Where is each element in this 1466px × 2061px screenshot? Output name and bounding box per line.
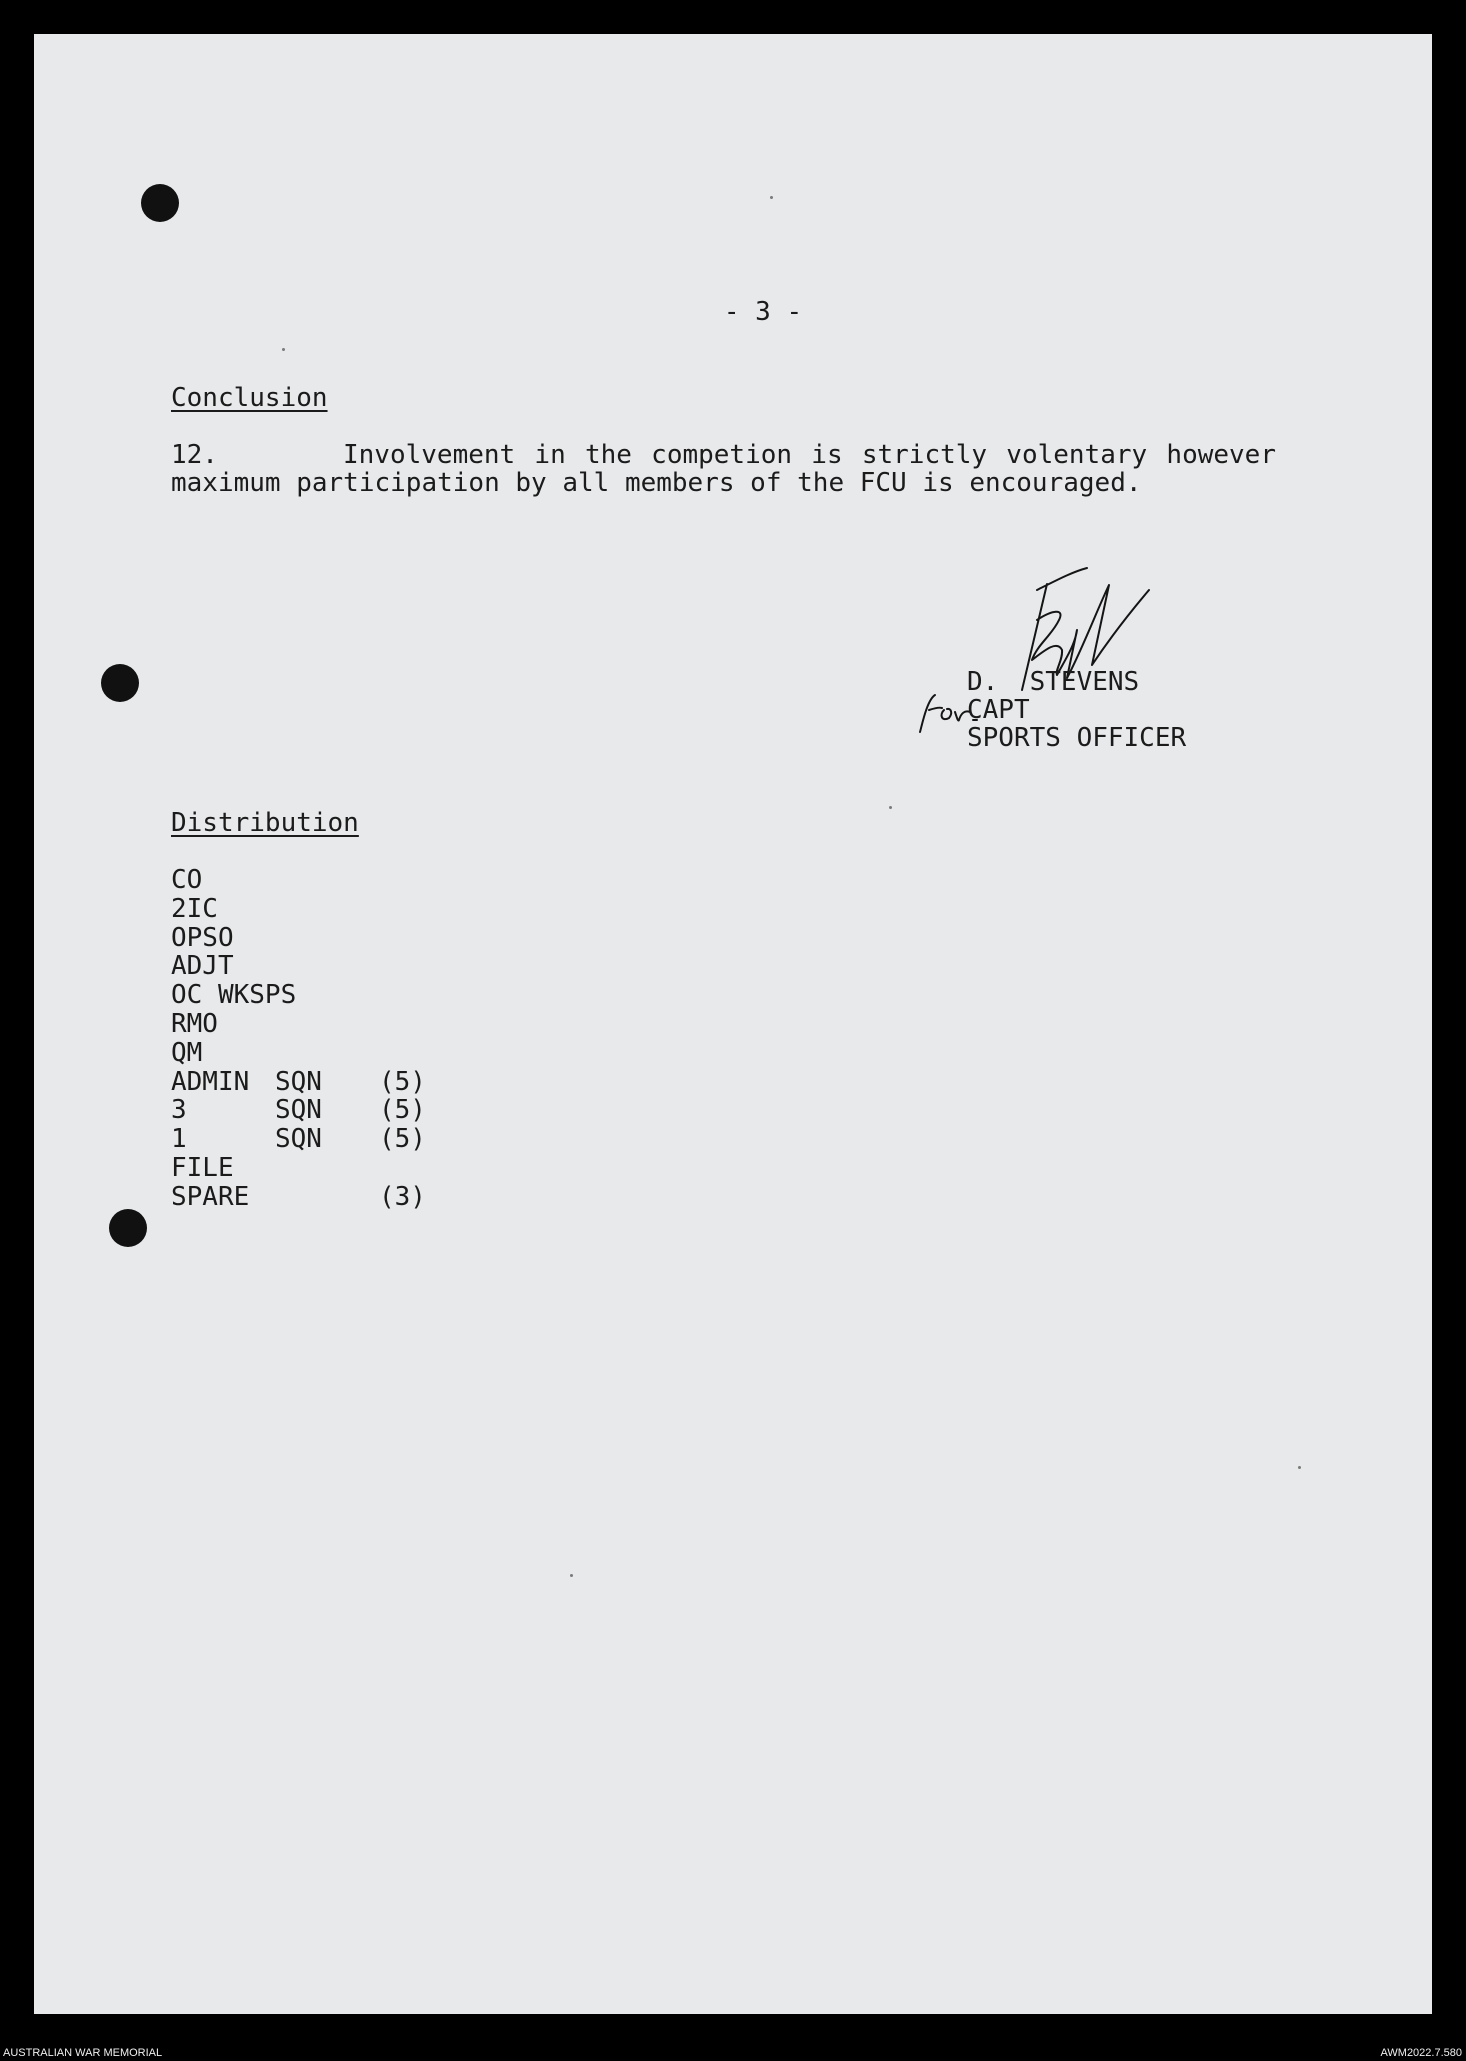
paragraph-text: Involvement in the competion is strictly volentary however maximum participation by all members of the FCU is encouraged. <box>171 440 1276 498</box>
paragraph-number: 12. <box>171 440 218 470</box>
list-item: 3 SQN (5) <box>171 1095 426 1126</box>
conclusion-heading: Conclusion <box>171 383 328 413</box>
list-item: RMO <box>171 1008 218 1039</box>
punch-hole-top <box>141 184 179 222</box>
paper-speck <box>282 348 285 351</box>
list-item: ADJT <box>171 951 234 982</box>
list-item: 2IC <box>171 893 218 924</box>
list-item: OC WKSPS <box>171 980 297 1011</box>
archive-reference: AWM2022.7.580 <box>1380 2047 1462 2059</box>
page-number: - 3 - <box>723 297 803 327</box>
paper-speck <box>889 806 892 809</box>
list-item: OPSO <box>171 922 234 953</box>
list-item: CO <box>171 865 203 895</box>
distribution-list <box>171 866 426 1212</box>
paper-speck <box>570 1574 573 1577</box>
archive-credit: AUSTRALIAN WAR MEMORIAL <box>3 2047 163 2059</box>
list-item: ADMIN SQN (5) <box>171 1066 426 1097</box>
signatory-title: SPORTS OFFICER <box>967 723 1187 753</box>
punch-hole-middle <box>101 664 139 702</box>
punch-hole-bottom <box>109 1209 147 1247</box>
list-item: FILE <box>171 1152 234 1183</box>
list-item: 1 SQN (5) <box>171 1124 426 1155</box>
conclusion-paragraph <box>171 441 1276 497</box>
list-item: SPARE (3) <box>171 1181 426 1212</box>
paper-speck <box>770 196 773 199</box>
signatory-name: D. STEVENS <box>967 667 1140 697</box>
signature-block <box>967 668 1186 752</box>
list-item: QM <box>171 1037 203 1068</box>
paper-speck <box>1298 1466 1301 1469</box>
signatory-rank: CAPT <box>967 695 1030 725</box>
distribution-heading: Distribution <box>171 808 359 838</box>
document-page <box>34 34 1432 2014</box>
